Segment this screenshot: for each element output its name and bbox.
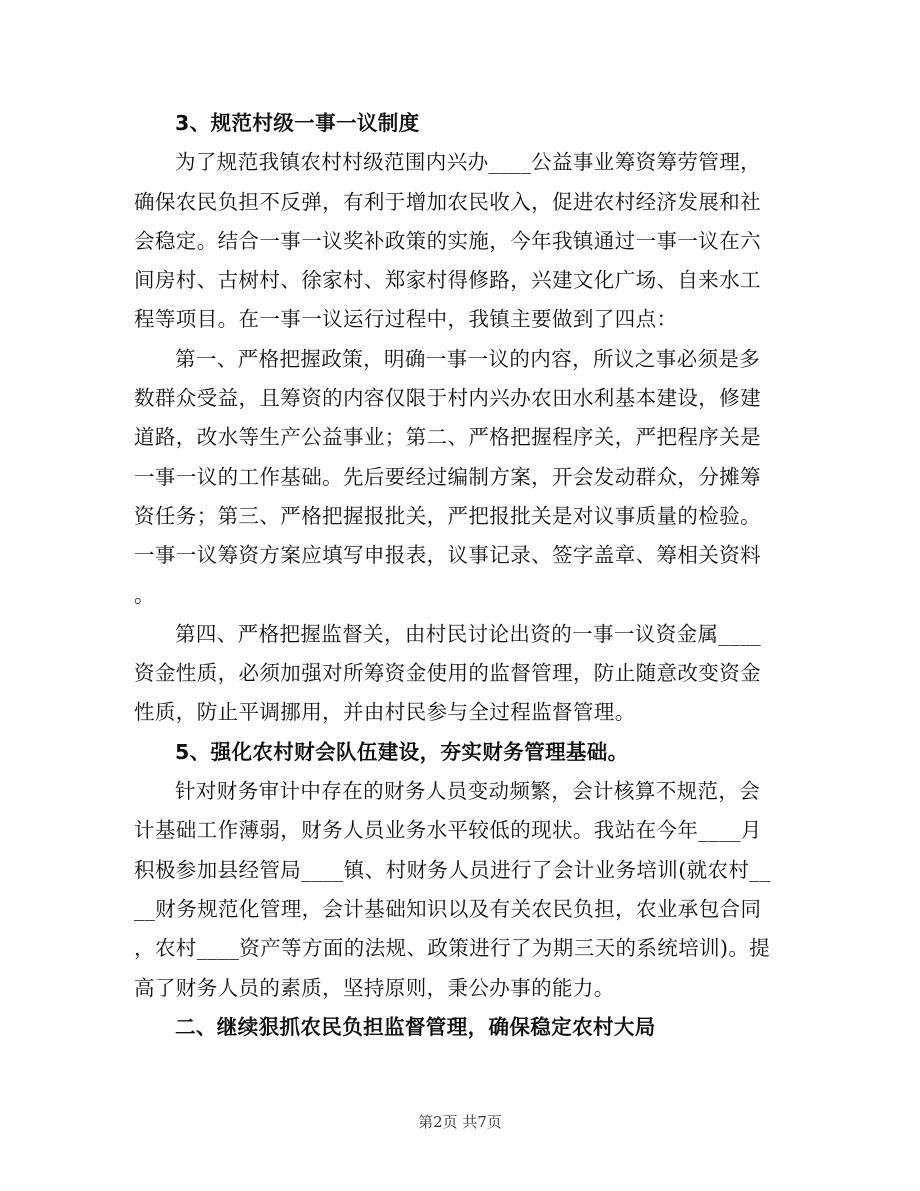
paragraph-line: 确保农民负担不反弹，有利于增加农民收入，促进农村经济发展和社 (134, 189, 761, 214)
section-heading: 二、继续狠抓农民负担监督管理，确保稳定农村大局 (175, 1014, 656, 1039)
paragraph-line: 计基础工作薄弱，财务人员业务水平较低的现状。我站在今年____月 (134, 818, 762, 843)
paragraph-line: 第一、严格把握政策，明确一事一议的内容，所议之事必须是多 (175, 346, 761, 371)
paragraph-line: 针对财务审计中存在的财务人员变动频繁，会计核算不规范，会 (175, 779, 761, 804)
paragraph-line: 资任务；第三、严格把握报批关，严把报批关是对议事质量的检验。 (134, 503, 761, 528)
paragraph-line: 一事一议的工作基础。先后要经过编制方案，开会发动群众，分摊筹 (134, 464, 761, 489)
paragraph-line: 道路，改水等生产公益事业；第二、严格把握程序关，严把程序关是 (134, 425, 761, 450)
paragraph-line: __财务规范化管理，会计基础知识以及有关农民负担，农业承包合同 (134, 896, 762, 921)
paragraph-line: 间房村、古树村、徐家村、郑家村得修路，兴建文化广场、自来水工 (134, 268, 761, 293)
paragraph-line: 积极参加县经管局____镇、村财务人员进行了会计业务培训(就农村__ (134, 857, 771, 882)
paragraph-line: 高了财务人员的素质，坚持原则，秉公办事的能力。 (134, 975, 615, 1000)
section-heading: 3、规范村级一事一议制度 (175, 111, 420, 135)
paragraph-line: 程等项目。在一事一议运行过程中，我镇主要做到了四点： (134, 307, 678, 332)
paragraph-line: 会稳定。结合一事一议奖补政策的实施，今年我镇通过一事一议在六 (134, 228, 761, 253)
paragraph-line: 第四、严格把握监督关，由村民讨论出资的一事一议资金属____ (175, 621, 761, 646)
section-heading: 5、强化农村财会队伍建设，夯实财务管理基础。 (175, 739, 629, 764)
paragraph-line: ，农村____资产等方面的法规、政策进行了为期三天的系统培训)。提 (134, 936, 771, 961)
paragraph-line: 为了规范我镇农村村级范围内兴办____公益事业筹资筹劳管理， (175, 150, 761, 175)
paragraph-line: 数群众受益，且筹资的内容仅限于村内兴办农田水利基本建设，修建 (134, 386, 761, 411)
paragraph-line: 性质，防止平调挪用，并由村民参与全过程监督管理。 (134, 700, 636, 725)
paragraph-line: 。 (134, 582, 155, 607)
document-body (134, 104, 784, 1047)
paragraph-line: 资金性质，必须加强对所筹资金使用的监督管理，防止随意改变资金 (134, 661, 761, 686)
page-number: 第2页 共7页 (418, 1113, 502, 1131)
paragraph-line: 一事一议筹资方案应填写申报表，议事记录、签字盖章、筹相关资料 (134, 543, 761, 568)
